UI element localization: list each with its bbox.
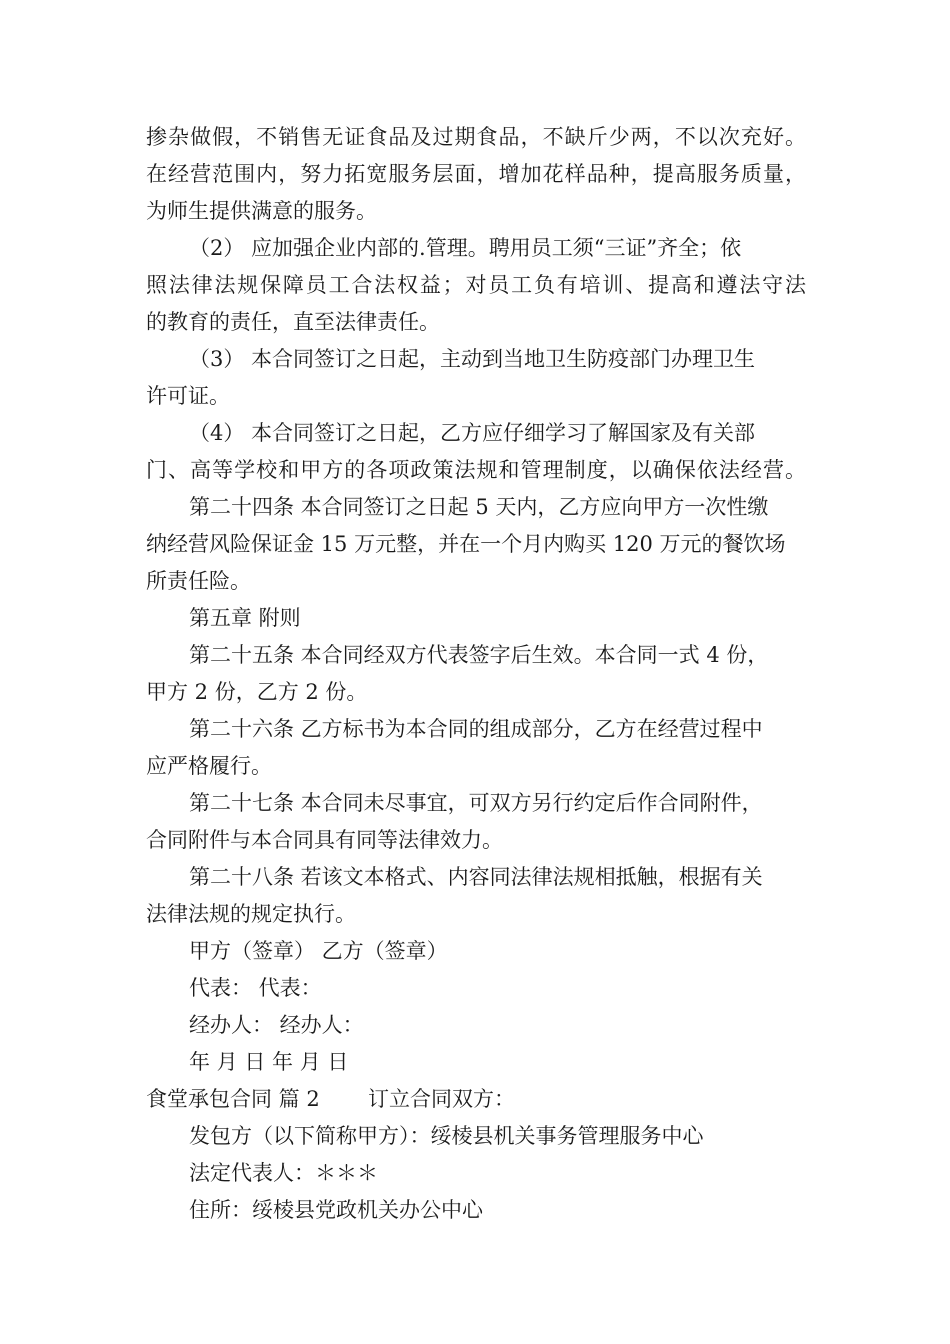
date-line: 年 月 日 年 月 日 — [189, 1050, 349, 1074]
text-line: 第二十四条 本合同签订之日起 5 天内，乙方应向甲方一次性缴 — [189, 495, 769, 519]
text-line: 纳经营风险保证金 15 万元整，并在一个月内购买 120 万元的餐饮场 — [146, 532, 786, 556]
text-line: （3） 本合同签订之日起，主动到当地卫生防疫部门办理卫生 — [189, 347, 756, 371]
text-line: 的教育的责任，直至法律责任。 — [146, 310, 440, 334]
text-line: 甲方 2 份，乙方 2 份。 — [146, 680, 368, 704]
section-title: 食堂承包合同 篇 2 — [146, 1087, 320, 1111]
signature-line: 经办人： 经办人： — [189, 1013, 364, 1037]
section-intro: 订立合同双方： — [368, 1087, 515, 1111]
text-line: 第二十七条 本合同未尽事宜，可双方另行约定后作合同附件， — [189, 791, 763, 815]
chapter-heading: 第五章 附则 — [189, 606, 301, 630]
legal-rep-line: 法定代表人：＊＊＊ — [189, 1161, 378, 1185]
text-line: 所责任险。 — [146, 569, 251, 593]
text-line: （4） 本合同签订之日起，乙方应仔细学习了解国家及有关部 — [189, 421, 756, 445]
signature-line: 代表： 代表： — [189, 976, 322, 1000]
text-line: 照法律法规保障员工合法权益；对员工负有培训、提高和遵法守法 — [146, 273, 806, 297]
text-line: 为师生提供满意的服务。 — [146, 199, 377, 223]
text-line: 第二十八条 若该文本格式、内容同法律法规相抵触，根据有关 — [189, 865, 763, 889]
text-line: 第二十六条 乙方标书为本合同的组成部分，乙方在经营过程中 — [189, 717, 763, 741]
signature-line: 甲方（签章） 乙方（签章） — [189, 939, 448, 963]
text-line: 在经营范围内，努力拓宽服务层面，增加花样品种，提高服务质量， — [146, 162, 806, 186]
text-line: 门、高等学校和甲方的各项政策法规和管理制度，以确保依法经营。 — [146, 458, 806, 482]
address-line: 住所：绥棱县党政机关办公中心 — [189, 1198, 483, 1222]
text-line: 第二十五条 本合同经双方代表签字后生效。本合同一式 4 份， — [189, 643, 769, 667]
section-heading — [146, 1085, 515, 1113]
text-line: （2） 应加强企业内部的.管理。聘用员工须“三证”齐全；依 — [189, 236, 742, 260]
text-line: 合同附件与本合同具有同等法律效力。 — [146, 828, 503, 852]
text-line: 应严格履行。 — [146, 754, 272, 778]
text-line: 掺杂做假，不销售无证食品及过期食品，不缺斤少两，不以次充好。 — [146, 125, 806, 149]
text-line: 法律法规的规定执行。 — [146, 902, 356, 926]
party-a-line: 发包方（以下简称甲方）：绥棱县机关事务管理服务中心 — [189, 1124, 704, 1148]
text-line: 许可证。 — [146, 384, 230, 408]
